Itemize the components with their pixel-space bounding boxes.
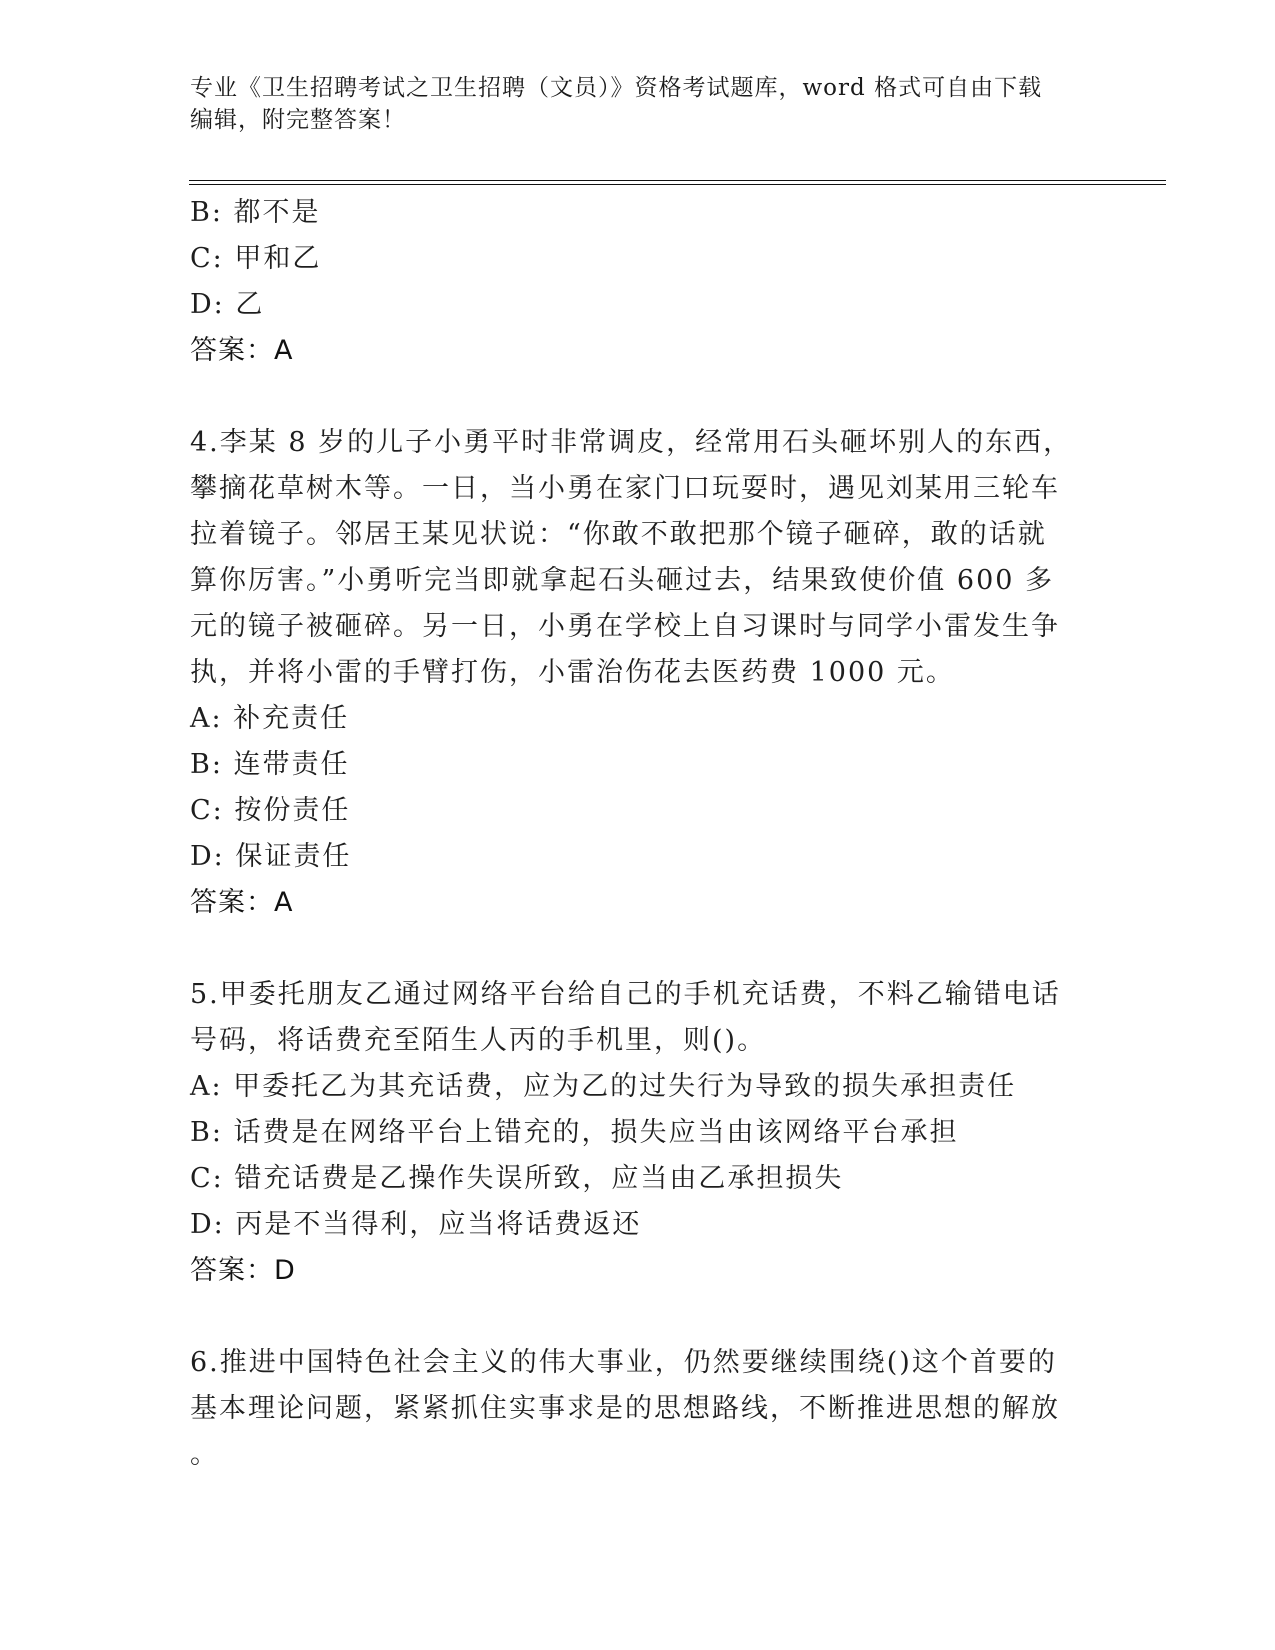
question-5	[190, 972, 1070, 1294]
q4-stem-line: 攀摘花草树木等。一日，当小勇在家门口玩耍时，遇见刘某用三轮车	[190, 473, 1060, 504]
spacer	[190, 374, 1070, 420]
document-body	[190, 190, 1073, 1478]
q5-option-a: A: 甲委托乙为其充话费，应为乙的过失行为导致的损失承担责任	[190, 1071, 1017, 1102]
q4-option-b: B: 连带责任	[190, 749, 350, 780]
q3-answer: 答案：A	[190, 335, 294, 366]
q4-option-c: C: 按份责任	[190, 795, 351, 826]
q5-answer: 答案：D	[190, 1255, 296, 1286]
q6-stem-line: 。	[190, 1439, 219, 1470]
q3-option-d: D: 乙	[190, 289, 265, 320]
q5-option-d: D: 丙是不当得利，应当将话费返还	[190, 1209, 642, 1240]
q5-stem-line: 5.甲委托朋友乙通过网络平台给自己的手机充话费，不料乙输错电话	[190, 979, 1061, 1010]
question-4	[190, 420, 1073, 926]
q4-stem-line: 执，并将小雷的手臂打伤，小雷治伤花去医药费 1000 元。	[190, 657, 955, 688]
q5-option-c: C: 错充话费是乙操作失误所致，应当由乙承担损失	[190, 1163, 844, 1194]
q6-stem-line: 基本理论问题，紧紧抓住实事求是的思想路线，不断推进思想的解放	[190, 1393, 1060, 1424]
q5-option-b: B: 话费是在网络平台上错充的，损失应当由该网络平台承担	[190, 1117, 959, 1148]
header-line-1: 专业《卫生招聘考试之卫生招聘（文员）》资格考试题库，word 格式可自由下载	[190, 75, 1043, 101]
q4-stem-line: 拉着镜子。邻居王某见状说：“你敢不敢把那个镜子砸碎，敢的话就	[190, 519, 1047, 550]
header-divider-top	[189, 180, 1166, 181]
q3-option-c: C: 甲和乙	[190, 243, 322, 274]
q4-stem-line: 算你厉害。”小勇听完当即就拿起石头砸过去，结果致使价值 600 多	[190, 565, 1055, 596]
spacer	[190, 1294, 1070, 1340]
header-divider-bottom	[189, 184, 1166, 185]
header-line-2: 编辑，附完整答案！	[190, 107, 406, 133]
question-3-partial	[190, 190, 1070, 374]
q4-answer: 答案：A	[190, 887, 294, 918]
q4-option-d: D: 保证责任	[190, 841, 352, 872]
question-6	[190, 1340, 1070, 1478]
q5-stem-line: 号码，将话费充至陌生人丙的手机里，则()。	[190, 1025, 767, 1056]
q4-option-a: A: 补充责任	[190, 703, 350, 734]
q4-stem-line: 元的镜子被砸碎。另一日，小勇在学校上自习课时与同学小雷发生争	[190, 611, 1060, 642]
q6-stem-line: 6.推进中国特色社会主义的伟大事业，仍然要继续围绕()这个首要的	[190, 1347, 1057, 1378]
q4-stem-line: 4.李某 8 岁的儿子小勇平时非常调皮，经常用石头砸坏别人的东西，	[190, 427, 1073, 458]
q3-option-b: B: 都不是	[190, 197, 321, 228]
document-header	[190, 72, 1090, 136]
spacer	[190, 926, 1070, 972]
